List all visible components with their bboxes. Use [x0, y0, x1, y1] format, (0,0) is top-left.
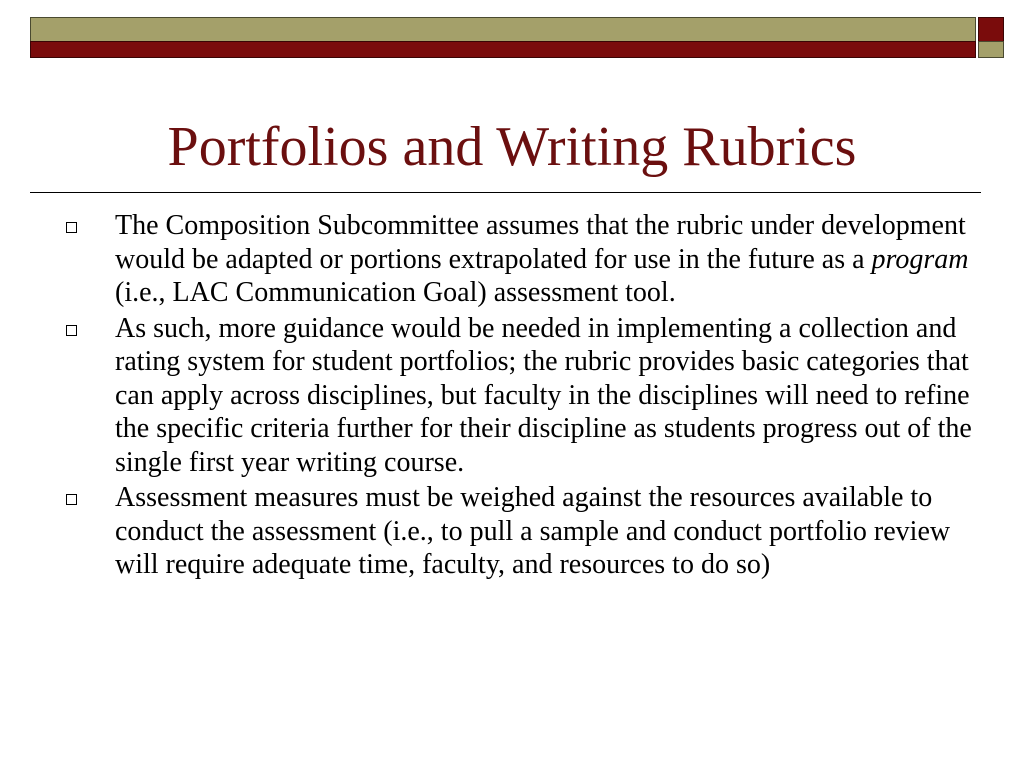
bullet-item: [66, 209, 976, 310]
bullet-text-part: The Composition Subcommittee assumes that the rubric under development would be adapted or portions extrapolated for use in the future as a: [115, 210, 966, 275]
header-square-maroon: [978, 17, 1004, 42]
hollow-square-icon: [66, 494, 77, 505]
bullet-item: [66, 481, 976, 582]
header-bar-olive: [30, 17, 976, 42]
header-square-olive: [978, 41, 1004, 58]
hollow-square-icon: [66, 222, 77, 233]
bullet-list: [66, 209, 976, 584]
slide-title: Portfolios and Writing Rubrics: [167, 116, 857, 178]
bullet-text: Assessment measures must be weighed against the resources available to conduct the assessment (i.e., to pull a sample and conduct portfolio review will require adequate time, faculty, and resources to do so): [115, 482, 951, 580]
bullet-text-emphasis: program: [871, 243, 969, 275]
title-divider: [30, 192, 981, 193]
bullet-item: [66, 312, 976, 480]
hollow-square-icon: [66, 325, 77, 336]
header-bar-maroon: [30, 41, 976, 58]
bullet-text-part: (i.e., LAC Communication Goal) assessment tool.: [115, 277, 676, 308]
bullet-text: As such, more guidance would be needed in implementing a collection and rating system for student portfolios; the rubric provides basic categories that can apply across disciplines, but faculty in the disciplines will need to refine the specific criteria further for their discipline as students progress out of the single first year writing course.: [115, 312, 972, 478]
